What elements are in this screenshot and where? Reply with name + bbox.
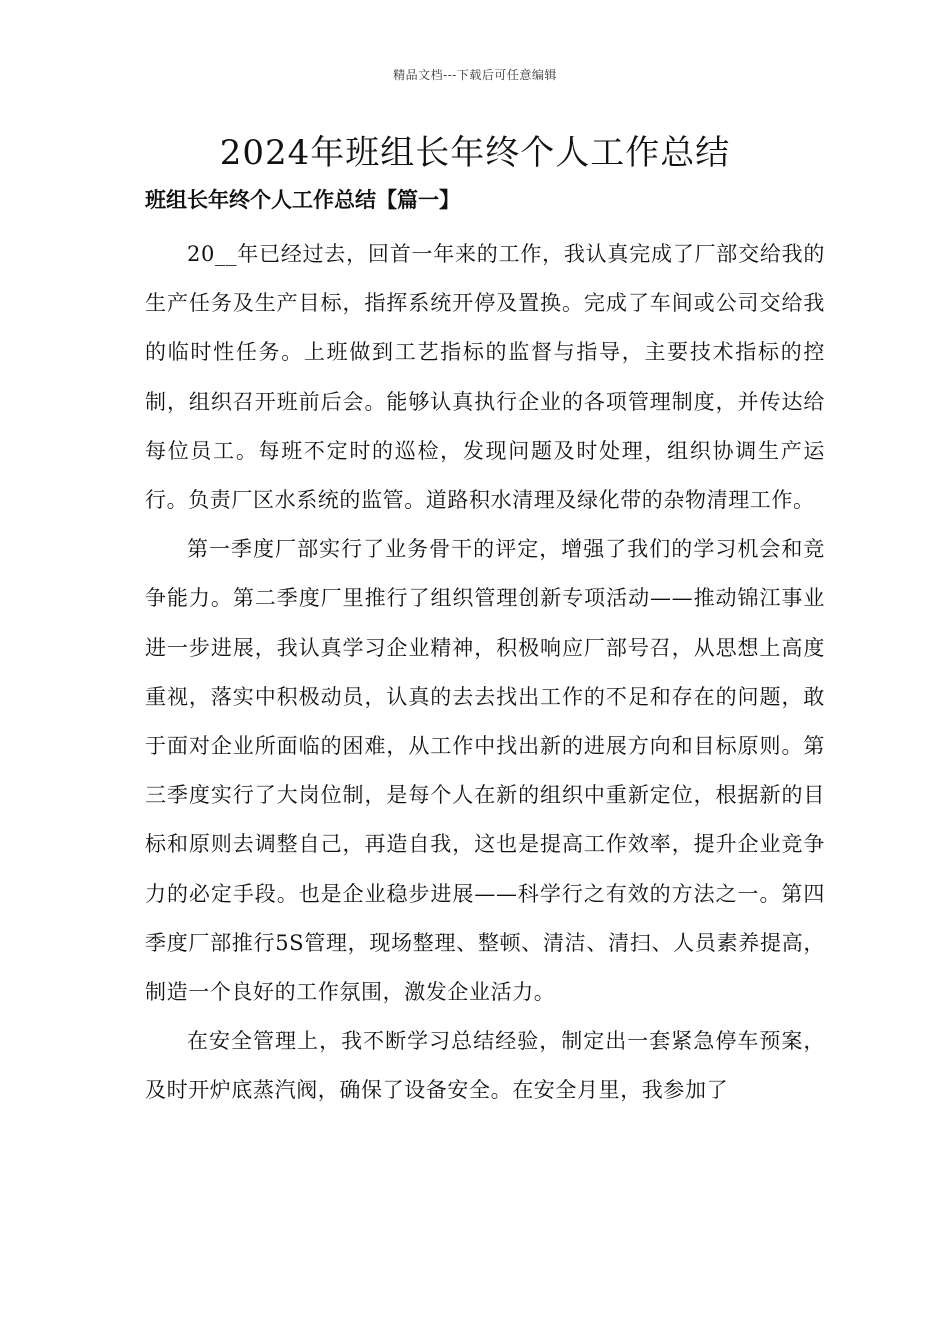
paragraph-3: 在安全管理上，我不断学习总结经验，制定出一套紧急停车预案，及时开炉底蒸汽阀，确保了设备安全。在安全月里，我参加了 bbox=[145, 1029, 825, 1103]
document-body bbox=[145, 230, 825, 1116]
header-note: 精品文档---下载后可任意编辑 bbox=[393, 68, 557, 82]
paragraph-1: 20__年已经过去，回首一年来的工作，我认真完成了厂部交给我的生产任务及生产目标，指挥系统开停及置换。完成了车间或公司交给我的临时性任务。上班做到工艺指标的监督与指导，主要技术指标的控制，组织召开班前后会。能够认真执行企业的各项管理制度，并传达给每位员工。每班不定时的巡检，发现问题及时处理，组织协调生产运行。负责厂区水系统的监管。道路积水清理及绿化带的杂物清理工作。 bbox=[145, 242, 825, 513]
paragraph-2: 第一季度厂部实行了业务骨干的评定，增强了我们的学习机会和竞争能力。第二季度厂里推行了组织管理创新专项活动——推动锦江事业进一步进展，我认真学习企业精神，积极响应厂部号召，从思想上高度重视，落实中积极动员，认真的去去找出工作的不足和存在的问题，敢于面对企业所面临的困难，从工作中找出新的进展方向和目标原则。第三季度实行了大岗位制，是每个人在新的组织中重新定位，根据新的目标和原则去调整自己，再造自我，这也是提高工作效率，提升企业竞争力的必定手段。也是企业稳步进展——科学行之有效的方法之一。第四季度厂部推行5S管理，现场整理、整顿、清洁、清扫、人员素养提高，制造一个良好的工作氛围，激发企业活力。 bbox=[145, 537, 825, 1005]
section-heading: 班组长年终个人工作总结【篇一】 bbox=[145, 187, 460, 212]
document-title: 2024年班组长年终个人工作总结 bbox=[219, 133, 731, 173]
